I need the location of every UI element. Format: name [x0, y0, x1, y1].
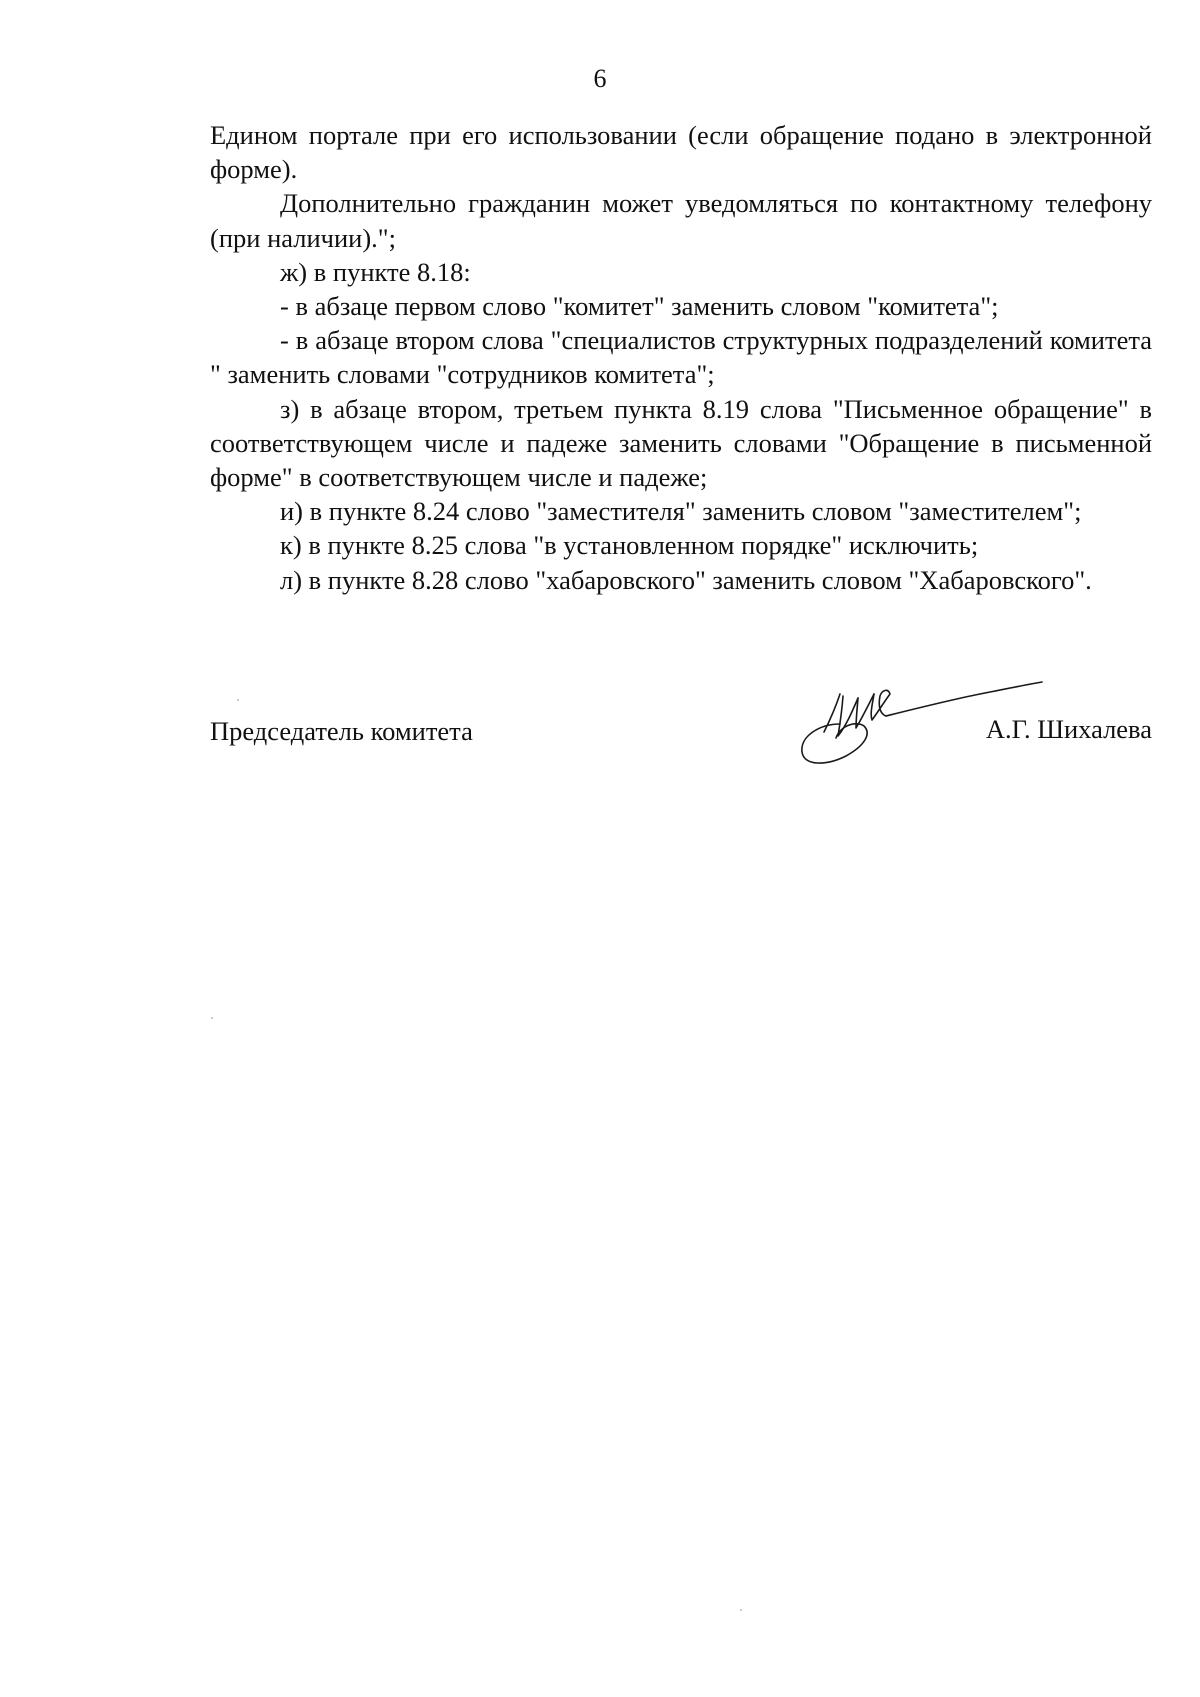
scan-speck: [237, 699, 239, 701]
signature-block: [0, 702, 1200, 782]
scan-speck: [211, 1017, 213, 1019]
paragraph-item-i: и) в пункте 8.24 слово "заместителя" заменить словом "заместителем";: [280, 496, 1082, 527]
paragraph-item-z: з) в абзаце втором, третьем пункта 8.19 слова "Письменное обращение" в соответствующем числе и падеже заменить словами "Обращение в письменной форме" в соответствующем числе и падеже;: [210, 393, 1152, 493]
document-body: [210, 118, 1152, 597]
paragraph-item-zh: ж) в пункте 8.18:: [280, 256, 471, 287]
scan-speck: [740, 1609, 742, 1611]
paragraph-item-l: л) в пункте 8.28 слово "хабаровского" заменить словом "Хабаровского".: [280, 564, 1092, 595]
paragraph-item-zh-first-abzac: - в абзаце первом слово "комитет" заменить словом "комитета";: [280, 291, 999, 322]
signatory-name: А.Г. Шихалева: [985, 714, 1152, 744]
paragraph-continuation: Едином портале при его использовании (если обращение подано в электронной форме).: [210, 120, 1152, 185]
paragraph-item-zh-second-abzac: - в абзаце втором слова "специалистов структурных подразделений комитета " заменить словами "сотрудников комитета";: [210, 325, 1152, 390]
page-number: 6: [593, 64, 607, 93]
paragraph-item-k: к) в пункте 8.25 слова "в установленном порядке" исключить;: [280, 530, 979, 561]
signatory-position: Председатель комитета: [210, 716, 473, 746]
paragraph-phone-notification: Дополнительно гражданин может уведомляться по контактному телефону (при наличии).";: [210, 188, 1152, 253]
